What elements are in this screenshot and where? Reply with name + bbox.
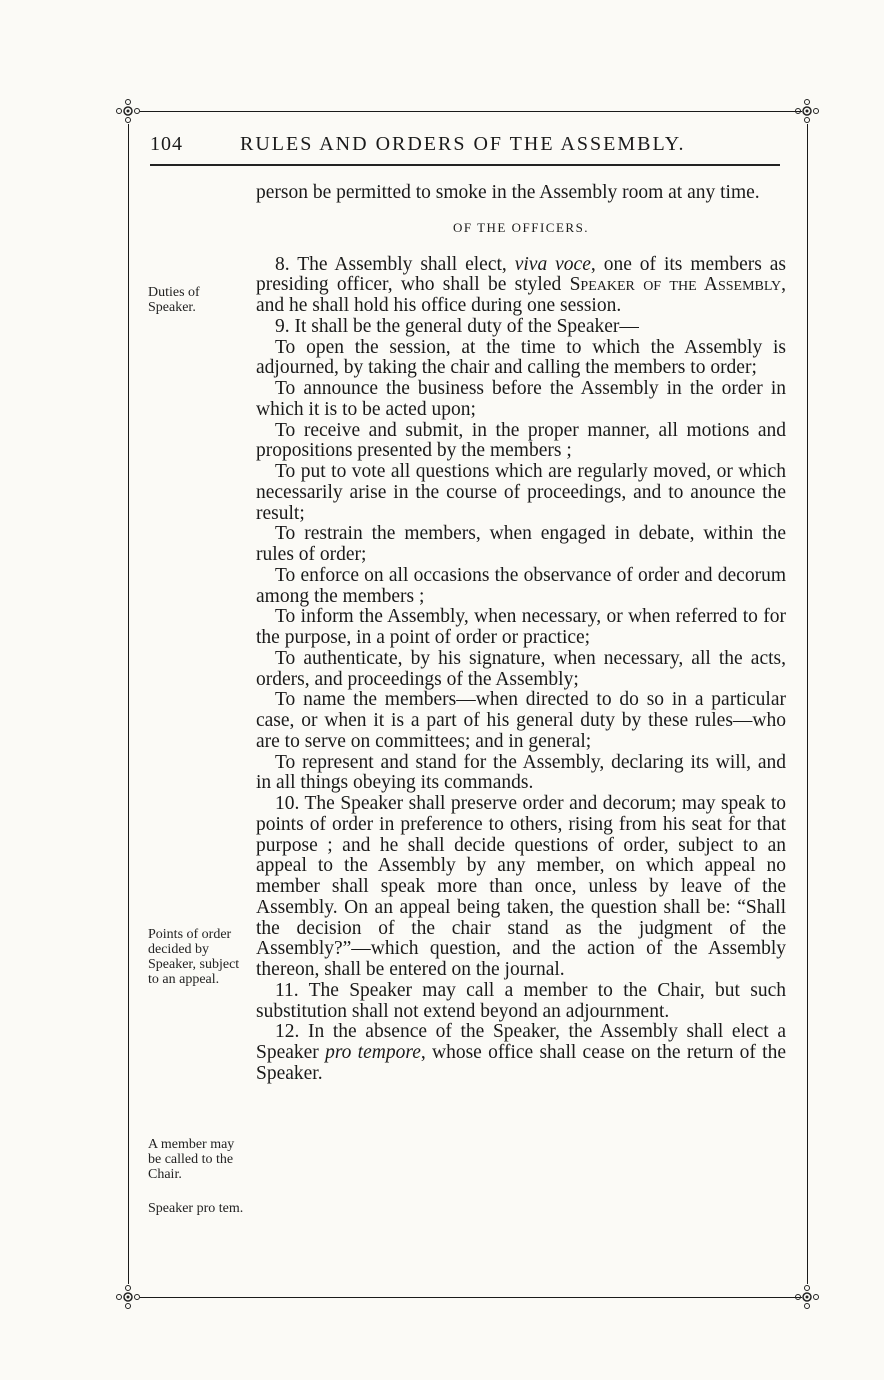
rule-10-paragraph: 10. The Speaker shall preserve order and decorum; may speak to points of order in preference to others, rising from his seat for that purpose ; and he shall decide questions of order, subject to an appeal to the Assembly by any member, on which appeal no member shall speak more than once, unless by leave of the Assembly. On an appeal being taken, the question shall be: “Shall the decision of the chair stand as the judgment of the Assembly?”—which question, and the action of the Assembly thereon, shall be entered on the journal. [256,793,786,980]
margin-note-points-of-order: Points of order decided by Speaker, subject to an appeal. [148,927,240,987]
duty-enforce-order: To enforce on all occasions the observance of order and decorum among the members ; [256,564,786,607]
rule-8-text-b: , one of its members as presiding officer, who shall be styled [256,253,786,296]
duty-receive-motions: To receive and submit, in the proper manner, all motions and propositions presented by the members ; [256,419,786,462]
header-rule [150,164,780,166]
frame-left-line [128,124,129,1284]
running-head-title: RULES AND ORDERS OF THE ASSEMBLY. [240,133,686,155]
frame-bottom-line [140,1297,802,1298]
rule-12-text-a: 12. In the absence of the Speaker, the Assembly shall elect a Speaker [256,1021,786,1063]
rule-8-speaker-title: Speaker of the Assembly [569,274,782,296]
duty-put-to-vote: To put to vote all questions which are regularly moved, or which necessarily arise in the course of proceedings, and to anounce the result; [256,461,786,524]
duty-authenticate: To authenticate, by his signature, when necessary, all the acts, orders, and proceedings of the Assembly; [256,647,786,690]
rule-8-paragraph [256,255,786,317]
page-number: 104 [150,133,183,155]
rule-9-paragraph: 9. It shall be the general duty of the Speaker— [275,315,639,337]
margin-note-speaker-pro-tem: Speaker pro tem. [148,1201,244,1216]
margin-note-duties: Duties of Speaker. [148,285,200,315]
section-heading-officers: OF THE OFFICERS. [452,219,590,235]
page-body [256,183,786,1085]
corner-ornament-icon [115,1284,141,1310]
rule-12-text-b: , whose office shall cease on the return of the Speaker. [256,1042,786,1084]
rule-8-text-c: , and he shall hold his office during one session. [256,274,786,316]
duty-restrain-members: To restrain the members, when engaged in debate, within the rules of order; [256,523,786,565]
duty-name-members: To name the members—when directed to do so in a particular case, or when it is a part of his general duty by these rules—who are to serve on committees; and in general; [256,689,786,752]
duty-inform-assembly: To inform the Assembly, when necessary, or when referred to for the purpose, in a point of order or practice; [256,606,786,648]
margin-note-member-chair: A member may be called to the Chair. [148,1137,235,1182]
duty-announce-business: To announce the business before the Assembly in the order in which it is to be acted upon; [256,378,786,420]
rule-12-paragraph [256,1022,786,1084]
corner-ornament-icon [115,98,141,124]
rule-12-pro-tempore: pro tempore [325,1042,421,1063]
rule-8-viva-voce: viva voce [514,253,591,275]
rule-8-text-a: 8. The Assembly shall elect, [275,253,515,275]
rule-11-paragraph: 11. The Speaker may call a member to the Chair, but such substitution shall not extend beyond an adjournment. [256,979,786,1022]
corner-ornament-icon [794,98,820,124]
duty-represent-assembly: To represent and stand for the Assembly, declaring its will, and in all things obeying its commands. [256,751,786,794]
duty-open-session: To open the session, at the time to which the Assembly is adjourned, by taking the chair and calling the members to order; [256,336,786,379]
frame-top-line [140,111,802,112]
frame-right-line [807,124,808,1284]
corner-ornament-icon [794,1284,820,1310]
intro-paragraph: person be permitted to smoke in the Assembly room at any time. [256,182,760,203]
